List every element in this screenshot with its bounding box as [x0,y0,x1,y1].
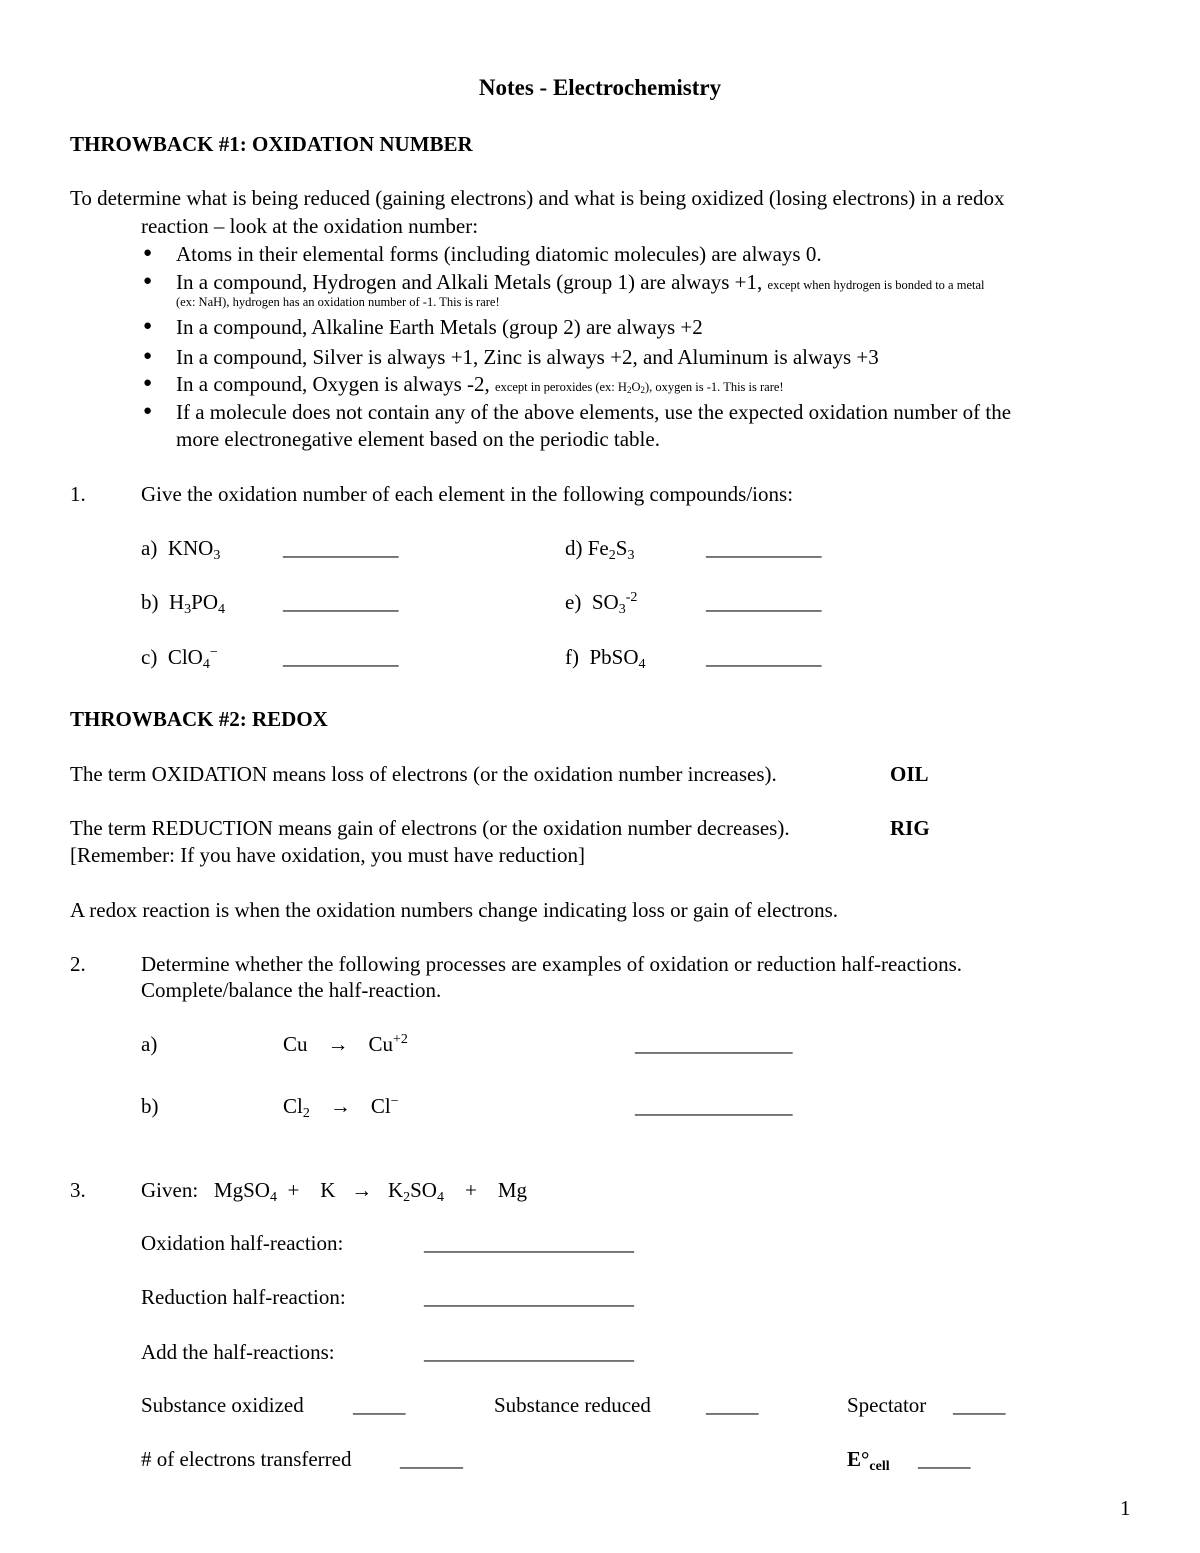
bullet-icon: ● [143,403,153,419]
arrow-icon: → [329,1094,351,1118]
substance-reduced-blank[interactable]: _____ [706,1393,759,1417]
throwback1-intro-line1: To determine what is being reduced (gaining electrons) and what is being oxidized (losing electrons) in a redox [70,186,1005,210]
q1-blank-a[interactable]: ___________ [283,536,399,560]
q1-blank-d[interactable]: ___________ [706,536,822,560]
q1-item-a: a) $KNO_3$ [141,536,221,563]
q1-blank-c[interactable]: ___________ [283,645,399,669]
q3-given: Given: MgSO$_4$ + K → $K_2SO_4$ + Mg [141,1178,528,1205]
throwback1-heading: THROWBACK #1: OXIDATION NUMBER [70,132,473,156]
throwback1-intro-line2: reaction – look at the oxidation number: [141,214,479,238]
electrons-transferred-blank[interactable]: ______ [400,1447,463,1471]
substance-oxidized-label: Substance oxidized [141,1393,304,1417]
ecell-label: $E^\circ_{cell}$ [847,1447,890,1474]
oil-mnemonic: OIL [890,762,929,786]
bullet-other-elements-line1: If a molecule does not contain any of the above elements, use the expected oxidation number of the [176,400,1012,424]
reduction-half-reaction-label: Reduction half-reaction: [141,1285,346,1309]
spectator-label: Spectator [847,1393,927,1417]
add-half-reactions-blank[interactable]: ____________________ [424,1340,634,1364]
bullet-alkaline-earth: In a compound, Alkaline Earth Metals (group 2) are always +2 [176,315,703,339]
reduction-half-reaction-blank[interactable]: ____________________ [424,1285,634,1309]
q2-reaction-b: $Cl_2 \to Cl^-$ [283,1094,399,1121]
q1-number: 1. [70,482,86,506]
oxidation-definition: The term OXIDATION means loss of electrons (or the oxidation number increases). [70,762,777,786]
q2-label-b: b) [141,1094,159,1118]
redox-definition: A redox reaction is when the oxidation numbers change indicating loss or gain of electrons. [70,898,839,922]
oxidation-half-reaction-label: Oxidation half-reaction: [141,1231,344,1255]
q1-item-f: f) PbSO$_4$ [565,645,646,672]
q1-blank-f[interactable]: ___________ [706,645,822,669]
q1-item-d: d) $Fe_2S_3$ [565,536,635,563]
bullet-icon: ● [143,348,153,364]
substance-reduced-label: Substance reduced [494,1393,651,1417]
q2-blank-a[interactable]: _______________ [635,1032,793,1056]
bullet-icon: ● [143,245,153,261]
arrow-icon: → [327,1032,349,1056]
bullet-icon: ● [143,318,153,334]
bullet-oxygen-main: In a compound, Oxygen is always -2, [176,372,490,396]
q2-prompt-line2: Complete/balance the half-reaction. [141,978,442,1002]
bullet-other-elements-line2: more electronegative element based on the periodic table. [176,427,660,451]
q3-number: 3. [70,1178,86,1202]
bullet-hydrogen-main: In a compound, Hydrogen and Alkali Metals (group 1) are always +1, [176,270,763,294]
page-title: Notes - Electrochemistry [478,75,722,100]
q1-prompt: Give the oxidation number of each element in the following compounds/ions: [141,482,794,506]
q2-reaction-a: $Cu \to Cu^{+2}$ [283,1032,408,1056]
electrons-transferred-label: # of electrons transferred [141,1447,352,1471]
q1-item-c: c) ClO$_4$− [141,645,218,672]
bullet-oxygen [176,372,784,396]
bullet-oxygen-note: except in peroxides (ex: H2O2), oxygen is -1. This is rare! [495,380,784,395]
q2-blank-b[interactable]: _______________ [635,1094,793,1118]
q1-item-b: b) $H_3PO_4$ [141,590,226,617]
q1-blank-b[interactable]: ___________ [283,590,399,614]
q2-label-a: a) [141,1032,158,1056]
throwback2-heading: THROWBACK #2: REDOX [70,707,328,731]
page-number: 1 [1120,1496,1131,1520]
bullet-icon: ● [143,375,153,391]
add-half-reactions-label: Add the half-reactions: [141,1340,335,1364]
bullet-elemental: Atoms in their elemental forms (including diatomic molecules) are always 0. [176,242,822,266]
substance-oxidized-blank[interactable]: _____ [353,1393,406,1417]
q1-blank-e[interactable]: ___________ [706,590,822,614]
bullet-hydrogen-note-line2: (ex: NaH), hydrogen has an oxidation number of -1. This is rare! [176,295,500,309]
q2-number: 2. [70,952,86,976]
bullet-hydrogen-note: except when hydrogen is bonded to a metal [767,278,985,292]
spectator-blank[interactable]: _____ [953,1393,1006,1417]
oxidation-half-reaction-blank[interactable]: ____________________ [424,1231,634,1255]
arrow-icon: → [351,1178,373,1202]
remember-note: [Remember: If you have oxidation, you must have reduction] [70,843,585,867]
q2-prompt-line1: Determine whether the following processes are examples of oxidation or reduction half-reactions. [141,952,963,976]
bullet-icon: ● [143,273,153,289]
bullet-hydrogen [176,270,984,294]
rig-mnemonic: RIG [890,816,930,840]
q1-item-e: e) $SO_3^{-2}$ [565,590,638,617]
reduction-definition: The term REDUCTION means gain of electrons (or the oxidation number decreases). [70,816,790,840]
ecell-blank[interactable]: _____ [918,1447,971,1471]
bullet-silver-zinc-aluminum: In a compound, Silver is always +1, Zinc is always +2, and Aluminum is always +3 [176,345,879,369]
